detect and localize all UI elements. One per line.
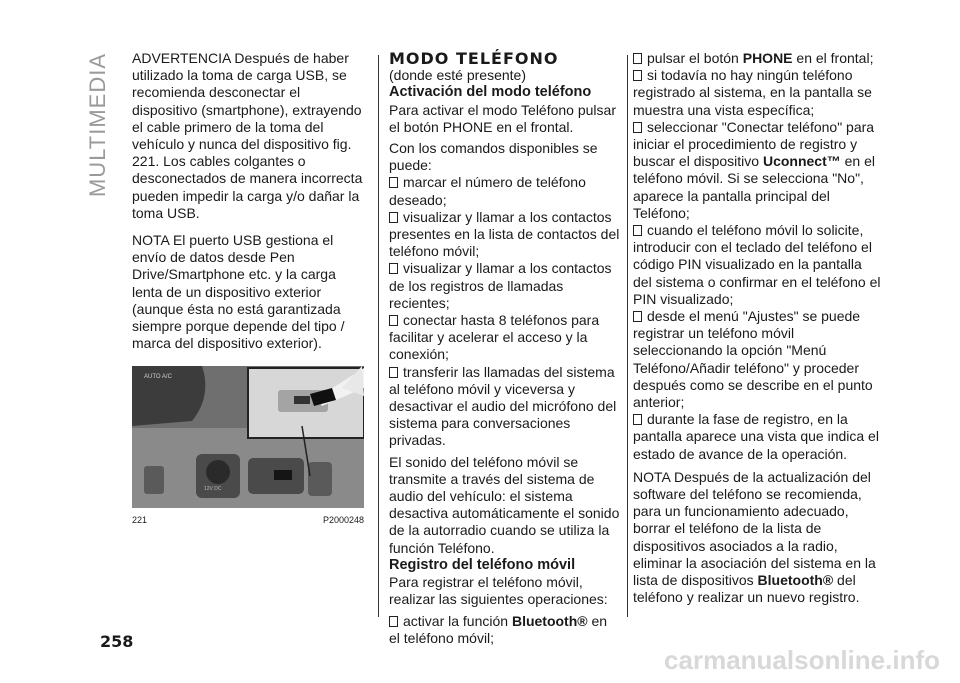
activation-paragraph: Para activar el modo Teléfono pulsar el botón PHONE en el frontal. [389, 101, 616, 135]
usb-port-photo [132, 366, 364, 508]
column-1 [132, 50, 364, 530]
bullet-box-icon [633, 225, 642, 236]
bullet-box-icon [633, 122, 642, 133]
column-divider-2 [627, 55, 628, 617]
list-item: durante la fase de registro, en la pantalla aparece una vista que indica el estado de avance de la operación. [633, 411, 879, 462]
list-item: cuando el teléfono móvil lo solicite, introducir con el teclado del teléfono el código PIN visualizado en la pantalla del sistema o confirmar en el teléfono el PIN visualizado; [633, 222, 881, 307]
register-paragraph: Para registrar el teléfono móvil, realizar las siguientes operaciones: [389, 574, 608, 608]
usb-note-paragraph: NOTA El puerto USB gestiona el envío de datos desde Pen Drive/Smartphone etc. y la carga lenta de un dispositivo exterior (aunque ésta no está garantizada siempre porque depende del tipo / marca del dispositivo exterior). [132, 232, 345, 352]
figure-number: 221 [132, 515, 148, 526]
column-2 [389, 50, 621, 647]
column-3 [633, 50, 883, 607]
bullet-box-icon [389, 367, 398, 378]
bullet-box-icon [633, 70, 642, 81]
page-number: 258 [100, 632, 134, 651]
list-item: pulsar el botón PHONE en el frontal; [633, 50, 883, 67]
update-note-paragraph: NOTA Después de la actualización del software del teléfono se recomienda, para un funcionamiento adecuado, borrar el teléfono de la lista de dispositivos asociados a la radio, eliminar la asociación del sistema en la lista de dispositivos Bluetooth® del teléfono y realizar un nuevo registro. [633, 468, 876, 606]
section-side-label: MULTIMEDIA [85, 52, 110, 198]
sound-paragraph: El sonido del teléfono móvil se transmite a través del sistema de audio del vehículo: el sistema desactiva automáticamente el sonido de la autorradio cuando se utiliza la función Teléfono. [389, 453, 620, 556]
bullet-box-icon [389, 263, 398, 274]
activation-heading: Activación del modo teléfono [389, 84, 592, 101]
list-item: visualizar y llamar a los contactos de los registros de llamadas recientes; [389, 260, 612, 311]
climate-label: AUTO A/C [144, 374, 172, 381]
bullet-box-icon [633, 53, 642, 64]
bullet-box-icon [389, 177, 398, 188]
usb-warning-paragraph: ADVERTENCIA Después de haber utilizado la toma de carga USB, se recomienda desconectar el dispositivo (smartphone), extrayendo el cable primero de la toma del vehículo y nunca del dispositivo fig. 221. Los cables colgantes o desconectados de manera incorrecta pueden impedir la carga y/o dañar la toma USB. [132, 50, 363, 221]
usb-port-illustration [132, 366, 364, 508]
list-item: marcar el número de teléfono deseado; [389, 174, 586, 208]
list-item: activar la función Bluetooth® en el teléfono móvil; [389, 612, 608, 646]
list-item: si todavía no hay ningún teléfono registrado al sistema, en la pantalla se muestra una vista específica; [633, 67, 872, 118]
list-item: transferir las llamadas del sistema al teléfono móvil y viceversa y desactivar el audio del micrófono del sistema para conversaciones privadas. [389, 363, 617, 449]
list-item: desde el menú "Ajustes" se puede registrar un teléfono móvil seleccionando la opción "Menú Teléfono/Añadir teléfono" y proceder después como se describe en el punto anterior; [633, 308, 873, 411]
bullet-box-icon [633, 414, 642, 425]
power-outlet-label: 12V DC [204, 486, 222, 493]
watermark: carmanualsonline.info [664, 645, 940, 675]
bullet-box-icon [389, 315, 398, 326]
section-title: MODO TELÉFONO [389, 49, 559, 68]
figure-caption [132, 512, 364, 529]
commands-paragraph: Con los comandos disponibles se puede: [389, 140, 598, 174]
bullet-box-icon [389, 212, 398, 223]
bullet-box-icon [389, 616, 398, 627]
bullet-box-icon [633, 311, 642, 322]
figure-code: P2000248 [322, 515, 364, 526]
list-item: seleccionar "Conectar teléfono" para iniciar el procedimiento de registro y buscar el dispositivo Uconnect™ en el teléfono móvil. Si se selecciona "No", aparece la pantalla principal del Teléfono; [633, 118, 875, 221]
register-heading: Registro del teléfono móvil [389, 556, 576, 573]
list-item: visualizar y llamar a los contactos presentes en la lista de contactos del teléfono móvil; [389, 208, 620, 260]
list-item: conectar hasta 8 teléfonos para facilitar y acelerar el acceso y la conexión; [389, 312, 600, 363]
section-subtitle: (donde esté presente) [389, 67, 526, 84]
column-divider-1 [378, 55, 379, 617]
